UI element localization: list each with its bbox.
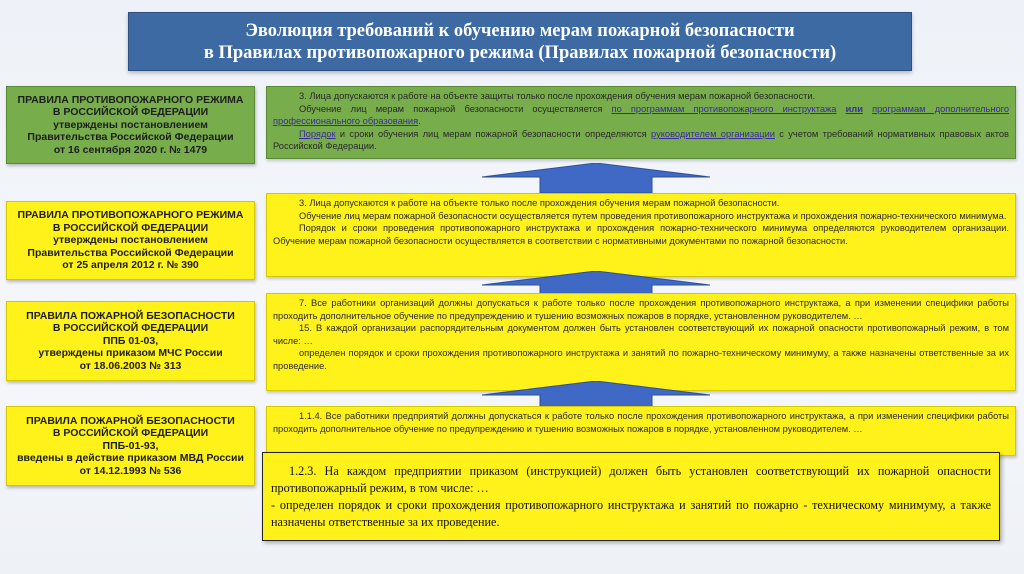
rule-paragraph: Обучение лиц мерам пожарной безопасности осуществляется путем проведения противопожарного инструктажа и прохождения пожарно-технического минимума. (299, 210, 1007, 221)
label-line: ППБ-01-93, (102, 439, 159, 452)
rule-paragraph: Обучение лиц мерам пожарной безопасности осуществляется по программам противопожарного инструктажа или программам дополнительного профессионального образования. (273, 103, 1009, 127)
label-line: ППБ 01-03, (102, 334, 159, 347)
up-arrow-icon (482, 163, 710, 193)
rules-2003-text (266, 293, 1016, 391)
rules-1993-text (266, 406, 1016, 456)
rules-2012-label (6, 201, 255, 280)
label-line: ПРАВИЛА ПРОТИВОПОЖАРНОГО РЕЖИМА (17, 93, 244, 106)
rule-paragraph: 1.1.4. Все работники предприятий должны допускаться к работе только после прохождения противопожарного инструктажа, а при изменении специфики работы проходить дополнительное обучение по предупреждению и тушению возможных пожаров в порядке, установленном руководителем. … (273, 411, 1009, 434)
label-line: В РОССИЙСКОЙ ФЕДЕРАЦИИ (52, 221, 209, 234)
label-line: В РОССИЙСКОЙ ФЕДЕРАЦИИ (52, 322, 209, 335)
rule-paragraph: 7. Все работники организаций должны допускаться к работе только после прохождения противопожарного инструктажа, а при изменении специфики работы проходить дополнительное обучение по предупреждению и тушению возможных пожаров в порядке, установленном руководителем. … (273, 298, 1009, 321)
label-line: Правительства Российской Федерации (27, 246, 234, 259)
rules-2020-text (266, 86, 1016, 159)
rule-paragraph: Порядок и сроки проведения противопожарного инструктажа и прохождения пожарно-технического минимума определяются руководителем организации. Обучение мерам пожарной безопасности осуществляется в соответствии с нормативными документами по пожарной безопасности. (273, 223, 1009, 246)
label-line: ПРАВИЛА ПОЖАРНОЙ БЕЗОПАСНОСТИ (26, 309, 235, 322)
rule-paragraph: Порядок и сроки обучения лиц мерам пожарной безопасности определяются руководителем организации с учетом требований нормативных правовых актов Российской Федерации. (273, 128, 1010, 152)
up-arrow-icon (482, 381, 710, 407)
label-line: от 16 сентября 2020 г. № 1479 (53, 143, 208, 156)
highlight: или (845, 103, 863, 114)
label-line: ПРАВИЛА ПРОТИВОПОЖАРНОГО РЕЖИМА (17, 209, 244, 222)
label-line: от 14.12.1993 № 536 (79, 464, 182, 477)
rule-paragraph: 3. Лица допускаются к работе на объекте защиты только после прохождения обучения мерам пожарной безопасности. (299, 91, 816, 101)
label-line: утверждены постановлением (53, 234, 208, 247)
title-line-2: в Правилах противопожарного режима (Правилах пожарной безопасности) (203, 42, 837, 63)
label-line: утверждены приказом МЧС России (38, 347, 223, 360)
label-line: Правительства Российской Федерации (27, 131, 234, 144)
title-banner (128, 12, 912, 71)
label-line: В РОССИЙСКОЙ ФЕДЕРАЦИИ (52, 427, 209, 440)
rule-paragraph: 3. Лица допускаются к работе на объекте только после прохождения обучения мерам пожарной безопасности. (299, 198, 780, 208)
rule-paragraph: определен порядок и сроки прохождения противопожарного инструктажа и занятий по пожарно-техническому минимуму, а также назначены ответственные за их проведение. (273, 348, 1009, 371)
highlight: руководителем организации (651, 128, 775, 139)
quote-popup (262, 452, 1000, 541)
rule-paragraph: 15. В каждой организации распорядительным документом должен быть установлен соответствующий их пожарной опасности противопожарный режим, в том числе: … (273, 323, 1009, 346)
label-line: ПРАВИЛА ПОЖАРНОЙ БЕЗОПАСНОСТИ (26, 414, 235, 427)
label-line: утверждены постановлением (53, 118, 208, 131)
up-arrow-icon (482, 271, 710, 295)
quote-paragraph: - определен порядок и сроки прохождения противопожарного инструктажа и занятий по пожарно - техническому минимуму, а также назначены ответственные за их проведение. (271, 498, 991, 529)
highlight: Порядок (299, 128, 336, 139)
rules-2020-label (6, 86, 255, 164)
quote-paragraph: 1.2.3. На каждом предприятии приказом (инструкцией) должен быть установлен соответствующий их пожарной опасности противопожарный режим, в том числе: … (271, 464, 991, 495)
highlight: программам дополнительного профессионального образования (273, 103, 1009, 127)
label-line: введены в действие приказом МВД России (17, 452, 244, 465)
label-line: от 25 апреля 2012 г. № 390 (62, 259, 199, 272)
rules-2003-label (6, 301, 255, 381)
label-line: от 18.06.2003 № 313 (79, 359, 182, 372)
label-line: В РОССИЙСКОЙ ФЕДЕРАЦИИ (52, 106, 209, 119)
rules-1993-label (6, 406, 255, 486)
rules-2012-text (266, 193, 1016, 277)
title-line-1: Эволюция требований к обучению мерам пожарной безопасности (245, 20, 795, 41)
highlight: по программам противопожарного инструктажа (611, 103, 837, 114)
